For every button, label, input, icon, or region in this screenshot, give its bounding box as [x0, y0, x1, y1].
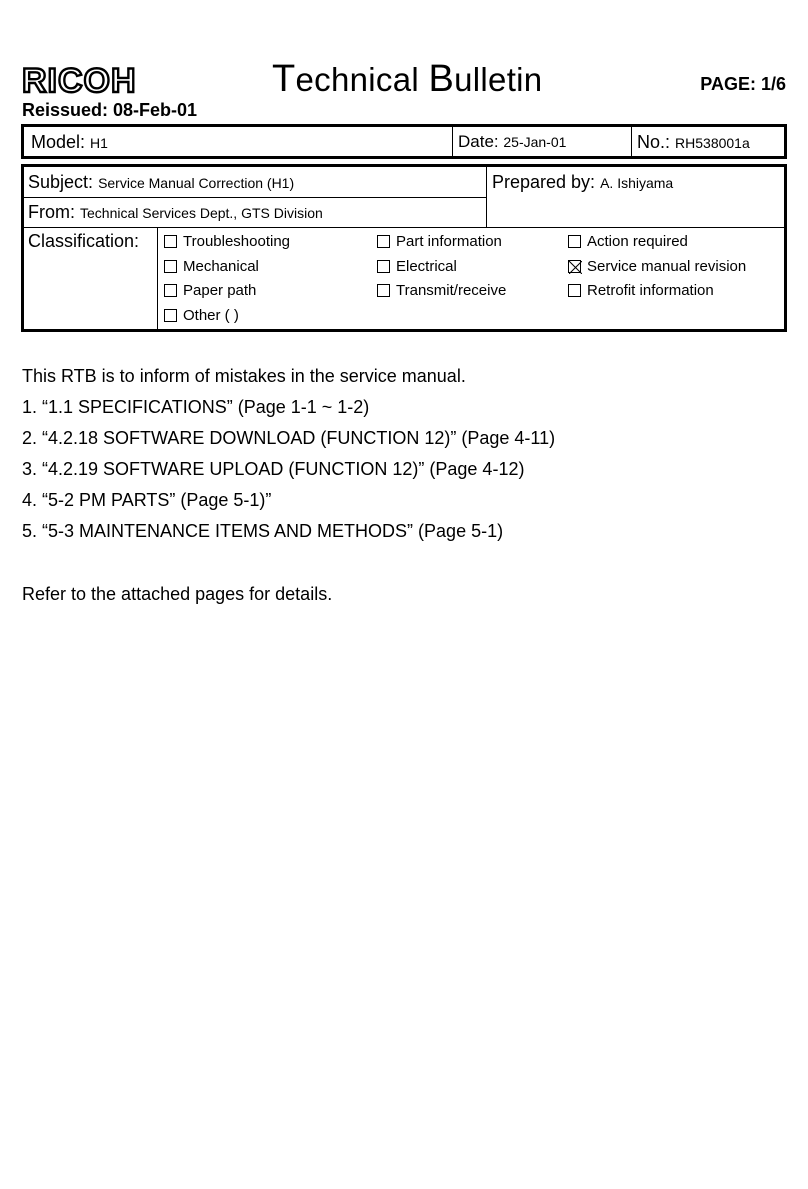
list-item: 2. “4.2.18 SOFTWARE DOWNLOAD (FUNCTION 12)” (Page 4-11) [22, 428, 556, 448]
empty-box-icon [164, 284, 177, 297]
classification-checkbox[interactable] [164, 258, 259, 275]
empty-box-icon [377, 235, 390, 248]
subject-block [21, 164, 787, 332]
closing-text: Refer to the attached pages for details. [22, 584, 333, 604]
checkbox-label: Service manual revision [587, 258, 747, 275]
checkbox-label: Troubleshooting [183, 233, 291, 250]
checkbox-label: Transmit/receive [396, 282, 507, 299]
reissued-date: Reissued: 08-Feb-01 [22, 100, 198, 120]
checkbox-label: Electrical [396, 258, 457, 275]
empty-box-icon [164, 235, 177, 248]
checkbox-label: Other ( ) [183, 307, 239, 324]
classification-checkbox[interactable] [164, 282, 256, 299]
checkbox-label: Action required [587, 233, 688, 250]
checkbox-label: Retrofit information [587, 282, 714, 299]
classification-checkbox[interactable] [568, 282, 714, 299]
list-item: 3. “4.2.19 SOFTWARE UPLOAD (FUNCTION 12)” (Page 4-12) [22, 459, 525, 479]
checkbox-label: Paper path [183, 282, 257, 299]
empty-box-icon [377, 260, 390, 273]
list-item: 1. “1.1 SPECIFICATIONS” (Page 1-1 ~ 1-2) [22, 397, 370, 417]
intro-text: This RTB is to inform of mistakes in the service manual. [22, 366, 466, 386]
prepared-by-cell: Prepared by: A. Ishiyama [492, 172, 674, 192]
page-number: PAGE: 1/6 [700, 74, 786, 94]
checkbox-label: Part information [396, 233, 502, 250]
classification-checkbox[interactable] [568, 258, 746, 275]
empty-box-icon [164, 260, 177, 273]
empty-box-icon [568, 235, 581, 248]
empty-box-icon [568, 284, 581, 297]
date-cell: Date: 25-Jan-01 [458, 132, 567, 151]
classification-checkbox[interactable] [164, 307, 239, 324]
classification-checkbox[interactable] [377, 233, 502, 250]
classification-checkbox[interactable] [377, 258, 457, 275]
classification-checkbox[interactable] [377, 282, 506, 299]
checked-box-icon [568, 260, 581, 273]
number-cell: No.: RH538001a [637, 132, 750, 152]
svg-text:RICOH: RICOH [22, 62, 137, 96]
list-item: 5. “5-3 MAINTENANCE ITEMS AND METHODS” (Page 5-1) [22, 521, 504, 541]
model-cell: Model: H1 [31, 132, 108, 152]
checkbox-label: Mechanical [183, 258, 259, 275]
classification-label: Classification: [28, 231, 140, 251]
subject-cell: Subject: Service Manual Correction (H1) [28, 172, 295, 192]
list-item: 4. “5-2 PM PARTS” (Page 5-1)” [22, 490, 272, 510]
from-cell: From: Technical Services Dept., GTS Division [28, 202, 323, 222]
classification-checkbox[interactable] [568, 233, 688, 250]
classification-checkbox[interactable] [164, 233, 290, 250]
model-row [21, 124, 787, 159]
ricoh-logo [22, 62, 150, 96]
document-title: Technical Bulletin [272, 58, 543, 100]
empty-box-icon [377, 284, 390, 297]
empty-box-icon [164, 309, 177, 322]
